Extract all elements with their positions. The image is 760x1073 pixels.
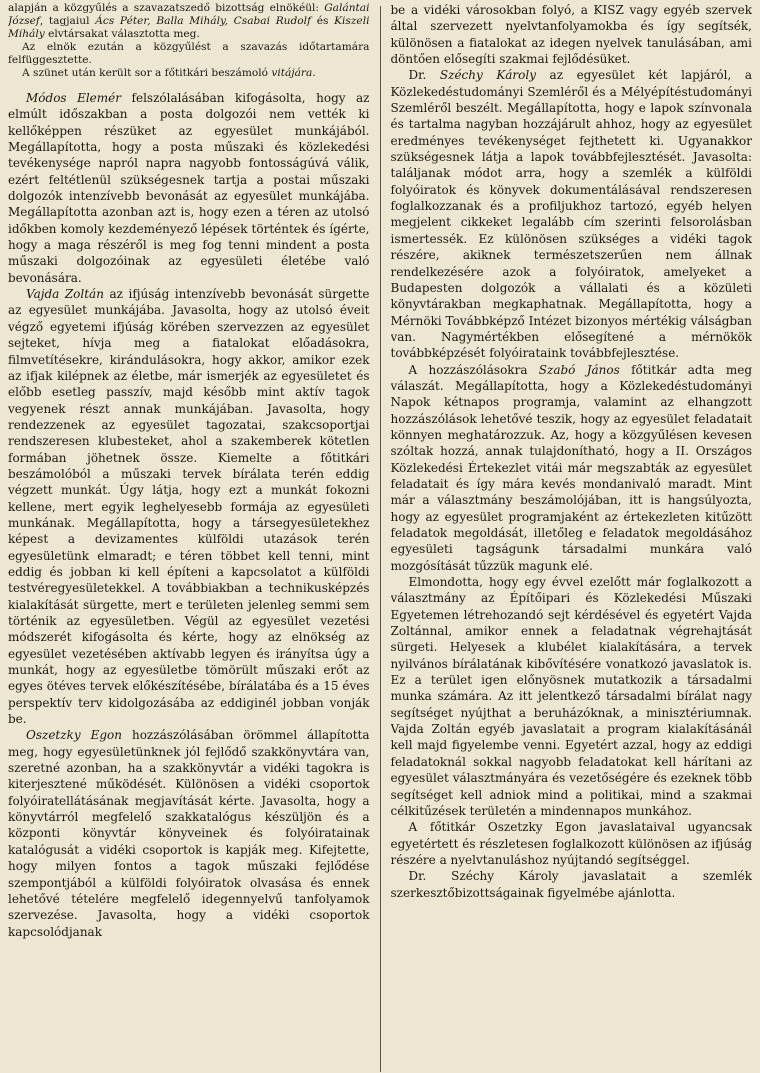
intro-debate: A szünet után került sor a főtitkári beszámoló vitájára.	[22, 67, 316, 79]
paragraph-vajda-zoltan: Vajda Zoltán az ifjúság intenzívebb bevonását sürgette az egyesület munkájába. Javasolta, hogy az utolsó éveit végző egyetemi ifjúság körében szervezzen az egyesület sejteket, hívja meg a fiatalokat előadásokra, filmvetítésekre, kirándulásokra, hogy akkor, amikor ezek az ifjak kilépnek az életbe, már ismerjék az egyesületet és előbb esetleg passzív, majd később mint aktív tagok vegyenek részt annak munkájában. Javasolta, hogy rendezzenek az egyesület tagozatai, szakcsoportjai rendszeresen klubesteket, ahol a szakemberek kötetlen formában jöhetnek össze. Kiemelte a főtitkári beszámolóból a műszaki tervek bírálata terén eddig végzett munkát. Úgy látja, hogy ezt a munkát fokozni kellene, mert egyik leghelyesebb formája az egyesületi munkának. Megállapította, hogy a társegyesületekhez képest a devizamentes külföldi utazások terén egyesületünk elmaradt; e téren többet kell tenni, mint eddig és jobban ki kell építeni a kapcsolatot a külföldi testvéregyesületekkel. A továbbiakban a technikusképzés kialakítását sürgette, mert e területen jelenleg semmi sem történik az egyesületben. Végül az egyesület vezetési módszerét kifogásolta és kérte, hogy az elnökség az egyesület vezetésében aktívabb legyen és irányítsa úgy a munkát, hogy az egyesületbe tömörült műszaki erőt az egyes ötéves tervek előkészítésébe, bírálatába és a 15 éves perspektív terv kidolgozásába az eddiginél jobban vonják be.	[8, 287, 370, 727]
paragraph-fotitkar: A főtitkár Oszetzky Egon javaslataival ugyancsak egyetértett és részletesen foglalkozott különösen az ifjúság részére a nyelvtanuláshoz nyújtandó segítséggel.	[390, 820, 752, 867]
left-column	[8, 2, 370, 1073]
intro-election-committee: alapján a közgyűlés a szavazatszedő bizottság elnökéül: Galántai József, tagjaiul Ács Péter, Balla Mihály, Csabai Rudolf és Kiszeli Mihály elvtársakat választotta meg.	[8, 2, 370, 40]
column-divider	[380, 6, 381, 1072]
intro-suspension: Az elnök ezután a közgyűlést a szavazás időtartamára felfüggesztette.	[8, 41, 370, 66]
paragraph-elmondotta: Elmondotta, hogy egy évvel ezelőtt már foglalkozott a választmány az Építőipari és Közlekedési Műszaki Egyetemen létrehozandó sejt kérdésével és egyetért Vajda Zoltánnal, amikor ennek a feladatnak végrehajtását sürgeti. Helyesek a klubélet kialakítására, a tervek nyilvános bírálatának kibővítésére vonatkozó javaslatok is. Ez a terület igen előnyösnek mutatkozik a társadalmi munka számára. Az itt jelentkező társadalmi bírálat nagy segítséget nyújthat a beruházóknak, a minisztériumnak. Vajda Zoltán egyéb javaslatait a program kialakításánál kell majd figyelembe venni. Egyetért azzal, hogy az eddigi feladatoknál sokkal nagyobb feladatokat kell hárítani az egyesület választmányára és vezetőségére és ezeknek több segítséget kell adniok mind a politikai, mind a szakmai célkitűzések területén a mindennapos munkához.	[390, 575, 752, 818]
paragraph-szechy-karoly: Dr. Széchy Károly az egyesület két lapjáról, a Közlekedéstudományi Szemléről és a Mélyépítéstudományi Szemléről beszélt. Megállapította, hogy e lapok színvonala és tartalma nagyban hozzájárult ahhoz, hogy az egyesület eredményes tevékenységet fejthetett ki. Ugyanakkor szükségesnek látja a lapok továbbfejlesztését. Javasolta: találjanak módot arra, hogy a szemlék a külföldi folyóiratok és könyvek dokumentálásával rendszeresen foglalkozzanak és a profiljukhoz tartozó, egyéb helyen megjelent cikkeket legalább cím szerinti felsorolásban ismertessék. Ez különösen szükséges a vidéki tagok részére, akiknek természetszerűen nem állnak rendelkezésére azok a folyóiratok, amelyeket a Budapesten dolgozók a vállalati és a közületi könyvtárakban megkaphatnak. Megállapította, hogy a Mérnöki Továbbképző Intézet bizonyos mértékig válságban van. Nagymértékben elősegítené a mérnökök továbbképzését folyóirataink továbbfejlesztése.	[390, 68, 752, 361]
paragraph-oszetzky-egon: Oszetzky Egon hozzászólásában örömmel állapította meg, hogy egyesületünknek jól fejlődő szakkönyvtára van, szeretné azonban, ha a szakkönyvtár a vidéki tagokra is kiterjesztené működését. Különösen a vidéki csoportok folyóiratellátásának megjavítását kérte. Javasolta, hogy a könyvtárról megfelelő szakkatalógus készüljön és a központi könyvtár könyveinek és folyóiratainak katalógusát a vidéki csoportok is kapják meg. Kifejtette, hogy milyen fontos a tagok műszaki fejlődése szempontjából a külföldi folyóiratok olvasása és ennek lehetővé tételére megfelelő idegennyelvű tanfolyamok szervezése. Javasolta, hogy a vidéki csoportok kapcsolódjanak	[8, 728, 370, 939]
paragraph-szabo-janos: A hozzászólásokra Szabó János főtitkár adta meg válaszát. Megállapította, hogy a Közlekedéstudományi Napok kétnapos programja, valamint az elhangzott hozzászólások lehetővé teszik, hogy az egyesület feladatait könnyen meghatározzuk. Az, hogy a közgyűlésen kevesen szóltak hozzá, annak tulajdonítható, hogy a II. Országos Közlekedési Értekezlet vitái már megszabták az egyesület feladatait és így mára kevés mondanivaló maradt. Mint már a választmány beszámolójában, itt is hangsúlyozta, hogy az egyesület programjaként az értekezleten kitűzött feladatok megoldását, illetőleg e feladatok megoldásához egyesületi tagságunk társadalmi munkára való mozgósítását tűzzük magunk elé.	[390, 362, 752, 573]
paragraph-continuation: be a vidéki városokban folyó, a KISZ vagy egyéb szervek által szervezett nyelvtanfolyamokba és így segítsék, különösen a fiatalokat az idegen nyelvek tanulásában, ami döntően elősegíti szakmai fejlődésüket.	[390, 3, 752, 67]
right-column	[391, 2, 753, 1073]
paragraph-modos-elemer: Módos Elemér felszólalásában kifogásolta, hogy az elmúlt időszakban a posta dolgozói nem vették ki kellőképpen részüket az egyesület munkájából. Megállapította, hogy a posta műszaki és közlekedési tevékenysége napról napra nagyobb fontosságúvá válik, ezért feltétlenül szükségesnek tartja a postai műszaki dolgozók intenzívebb bevonását az egyesület munkájába. Megállapította azonban azt is, hogy ezen a téren az utolsó időkben komoly kezdeményező lépések történtek és ígérte, hogy a maga részéről is meg fog tenni mindent a posta műszaki dolgozóinak az egyesületi életébe való bevonására.	[8, 91, 370, 285]
paragraph-closing: Dr. Széchy Károly javaslatait a szemlék szerkesztőbizottságainak figyelmébe ajánlotta.	[390, 869, 752, 900]
